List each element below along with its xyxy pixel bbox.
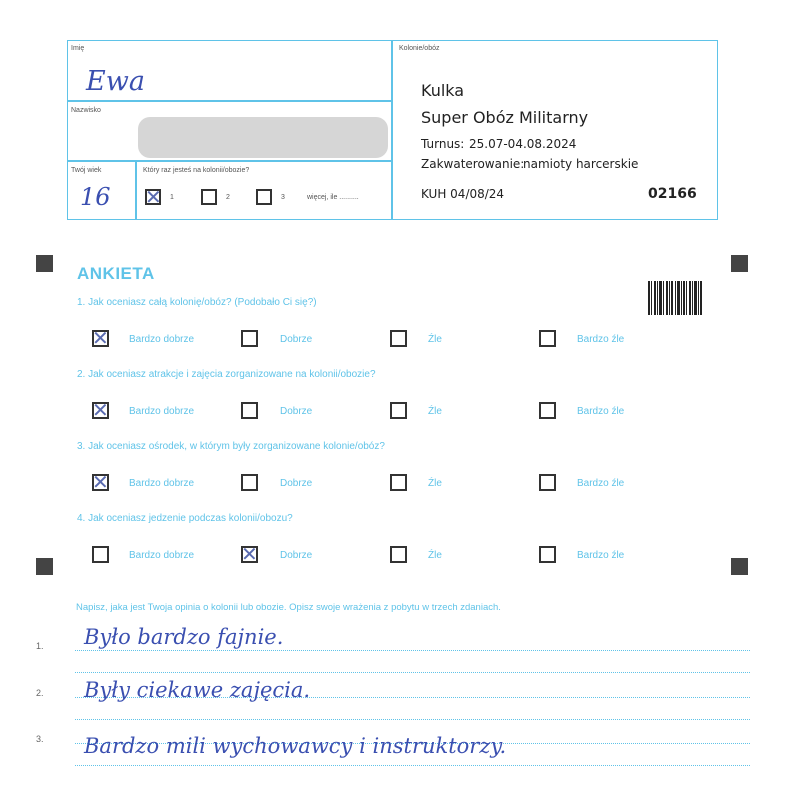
- answer-2[interactable]: Były ciekawe zajęcia.: [84, 678, 311, 702]
- check-mark-icon: ✕: [92, 326, 109, 350]
- rating-checkbox[interactable]: [92, 546, 109, 563]
- accommodation-value: namioty harcerskie: [523, 157, 639, 171]
- turnus-label: Turnus:: [421, 137, 465, 151]
- rating-option-label: Bardzo dobrze: [129, 478, 195, 489]
- answer-1[interactable]: Było bardzo fajnie.: [84, 625, 284, 649]
- rating-option-label: Bardzo źle: [577, 478, 625, 489]
- rating-option-label: Bardzo źle: [577, 550, 625, 561]
- rating-option-label: Źle: [428, 334, 442, 345]
- times-checkbox-2[interactable]: [201, 189, 217, 205]
- name-value[interactable]: Ewa: [86, 66, 145, 97]
- rating-option-label: Dobrze: [280, 550, 313, 561]
- answer-line: [75, 719, 750, 720]
- rating-option-label: Źle: [428, 550, 442, 561]
- rating-checkbox[interactable]: [92, 398, 109, 422]
- registration-marker: [731, 255, 748, 272]
- line-number: 1.: [36, 641, 44, 651]
- answer-3[interactable]: Bardzo mili wychowawcy i instruktorzy.: [84, 734, 507, 758]
- camp-org: Kulka: [421, 81, 465, 100]
- answer-line: [75, 765, 750, 766]
- rating-checkbox[interactable]: [539, 402, 556, 419]
- camp-number: 02166: [648, 186, 697, 202]
- rating-option-label: Bardzo dobrze: [129, 334, 195, 345]
- rating-checkbox[interactable]: [390, 546, 407, 563]
- check-mark-icon: ✕: [241, 542, 258, 566]
- times-checkbox-1[interactable]: ✕: [145, 185, 162, 209]
- rating-checkbox[interactable]: [390, 330, 407, 347]
- answer-line: [75, 650, 750, 651]
- rating-checkbox[interactable]: [92, 326, 109, 350]
- rating-option-label: Źle: [428, 406, 442, 417]
- rating-checkbox[interactable]: [241, 542, 258, 566]
- rating-option-label: Dobrze: [280, 406, 313, 417]
- survey-title: ANKIETA: [77, 264, 155, 283]
- check-mark-icon: ✕: [92, 398, 109, 422]
- registration-marker: [731, 558, 748, 575]
- rating-checkbox[interactable]: [241, 474, 258, 491]
- rating-option-label: Dobrze: [280, 478, 313, 489]
- rating-checkbox[interactable]: [92, 470, 109, 494]
- registration-marker: [36, 558, 53, 575]
- times-more: więcej, ile ..........: [307, 194, 359, 201]
- rating-option-label: Źle: [428, 478, 442, 489]
- times-option-3: 3: [281, 194, 285, 201]
- rating-option-label: Bardzo dobrze: [129, 406, 195, 417]
- rating-checkbox[interactable]: [390, 402, 407, 419]
- question-text: 1. Jak oceniasz całą kolonię/obóz? (Podobało Ci się?): [77, 297, 317, 308]
- camp-name: Super Obóz Militarny: [421, 108, 589, 127]
- rating-checkbox[interactable]: [539, 474, 556, 491]
- rating-checkbox[interactable]: [241, 402, 258, 419]
- times-label: Który raz jesteś na kolonii/obozie?: [143, 167, 250, 174]
- rating-checkbox[interactable]: [539, 330, 556, 347]
- rating-option-label: Bardzo źle: [577, 334, 625, 345]
- camp-label: Kolonie/obóz: [399, 45, 440, 52]
- rating-checkbox[interactable]: [241, 330, 258, 347]
- barcode-image: [648, 281, 702, 315]
- times-option-1: 1: [170, 194, 174, 201]
- question-text: 3. Jak oceniasz ośrodek, w którym były zorganizowane kolonie/obóz?: [77, 441, 385, 452]
- header-divider: [67, 100, 392, 102]
- line-number: 3.: [36, 734, 44, 744]
- surname-label: Nazwisko: [71, 107, 101, 114]
- age-label: Twój wiek: [71, 167, 102, 174]
- rating-option-label: Dobrze: [280, 334, 313, 345]
- line-number: 2.: [36, 688, 44, 698]
- question-text: 2. Jak oceniasz atrakcje i zajęcia zorganizowane na kolonii/obozie?: [77, 369, 376, 380]
- header-divider: [67, 160, 392, 162]
- turnus-value: 25.07-04.08.2024: [469, 137, 577, 151]
- rating-option-label: Bardzo źle: [577, 406, 625, 417]
- header-divider: [135, 160, 137, 220]
- registration-marker: [36, 255, 53, 272]
- accommodation-label: Zakwaterowanie:: [421, 157, 525, 171]
- rating-checkbox[interactable]: [390, 474, 407, 491]
- answer-line: [75, 672, 750, 673]
- camp-code: KUH 04/08/24: [421, 187, 505, 201]
- question-text: 4. Jak oceniasz jedzenie podczas kolonii/obozu?: [77, 513, 293, 524]
- times-option-2: 2: [226, 194, 230, 201]
- header-divider: [391, 40, 393, 220]
- name-label: Imię: [71, 45, 85, 52]
- check-mark-icon: ✕: [92, 470, 109, 494]
- opinion-prompt: Napisz, jaka jest Twoja opinia o kolonii lub obozie. Opisz swoje wrażenia z pobytu w trzech zdaniach.: [76, 602, 501, 613]
- rating-option-label: Bardzo dobrze: [129, 550, 195, 561]
- surname-redacted: [138, 117, 388, 158]
- times-checkbox-3[interactable]: [256, 189, 272, 205]
- age-value[interactable]: 16: [80, 183, 111, 211]
- rating-checkbox[interactable]: [539, 546, 556, 563]
